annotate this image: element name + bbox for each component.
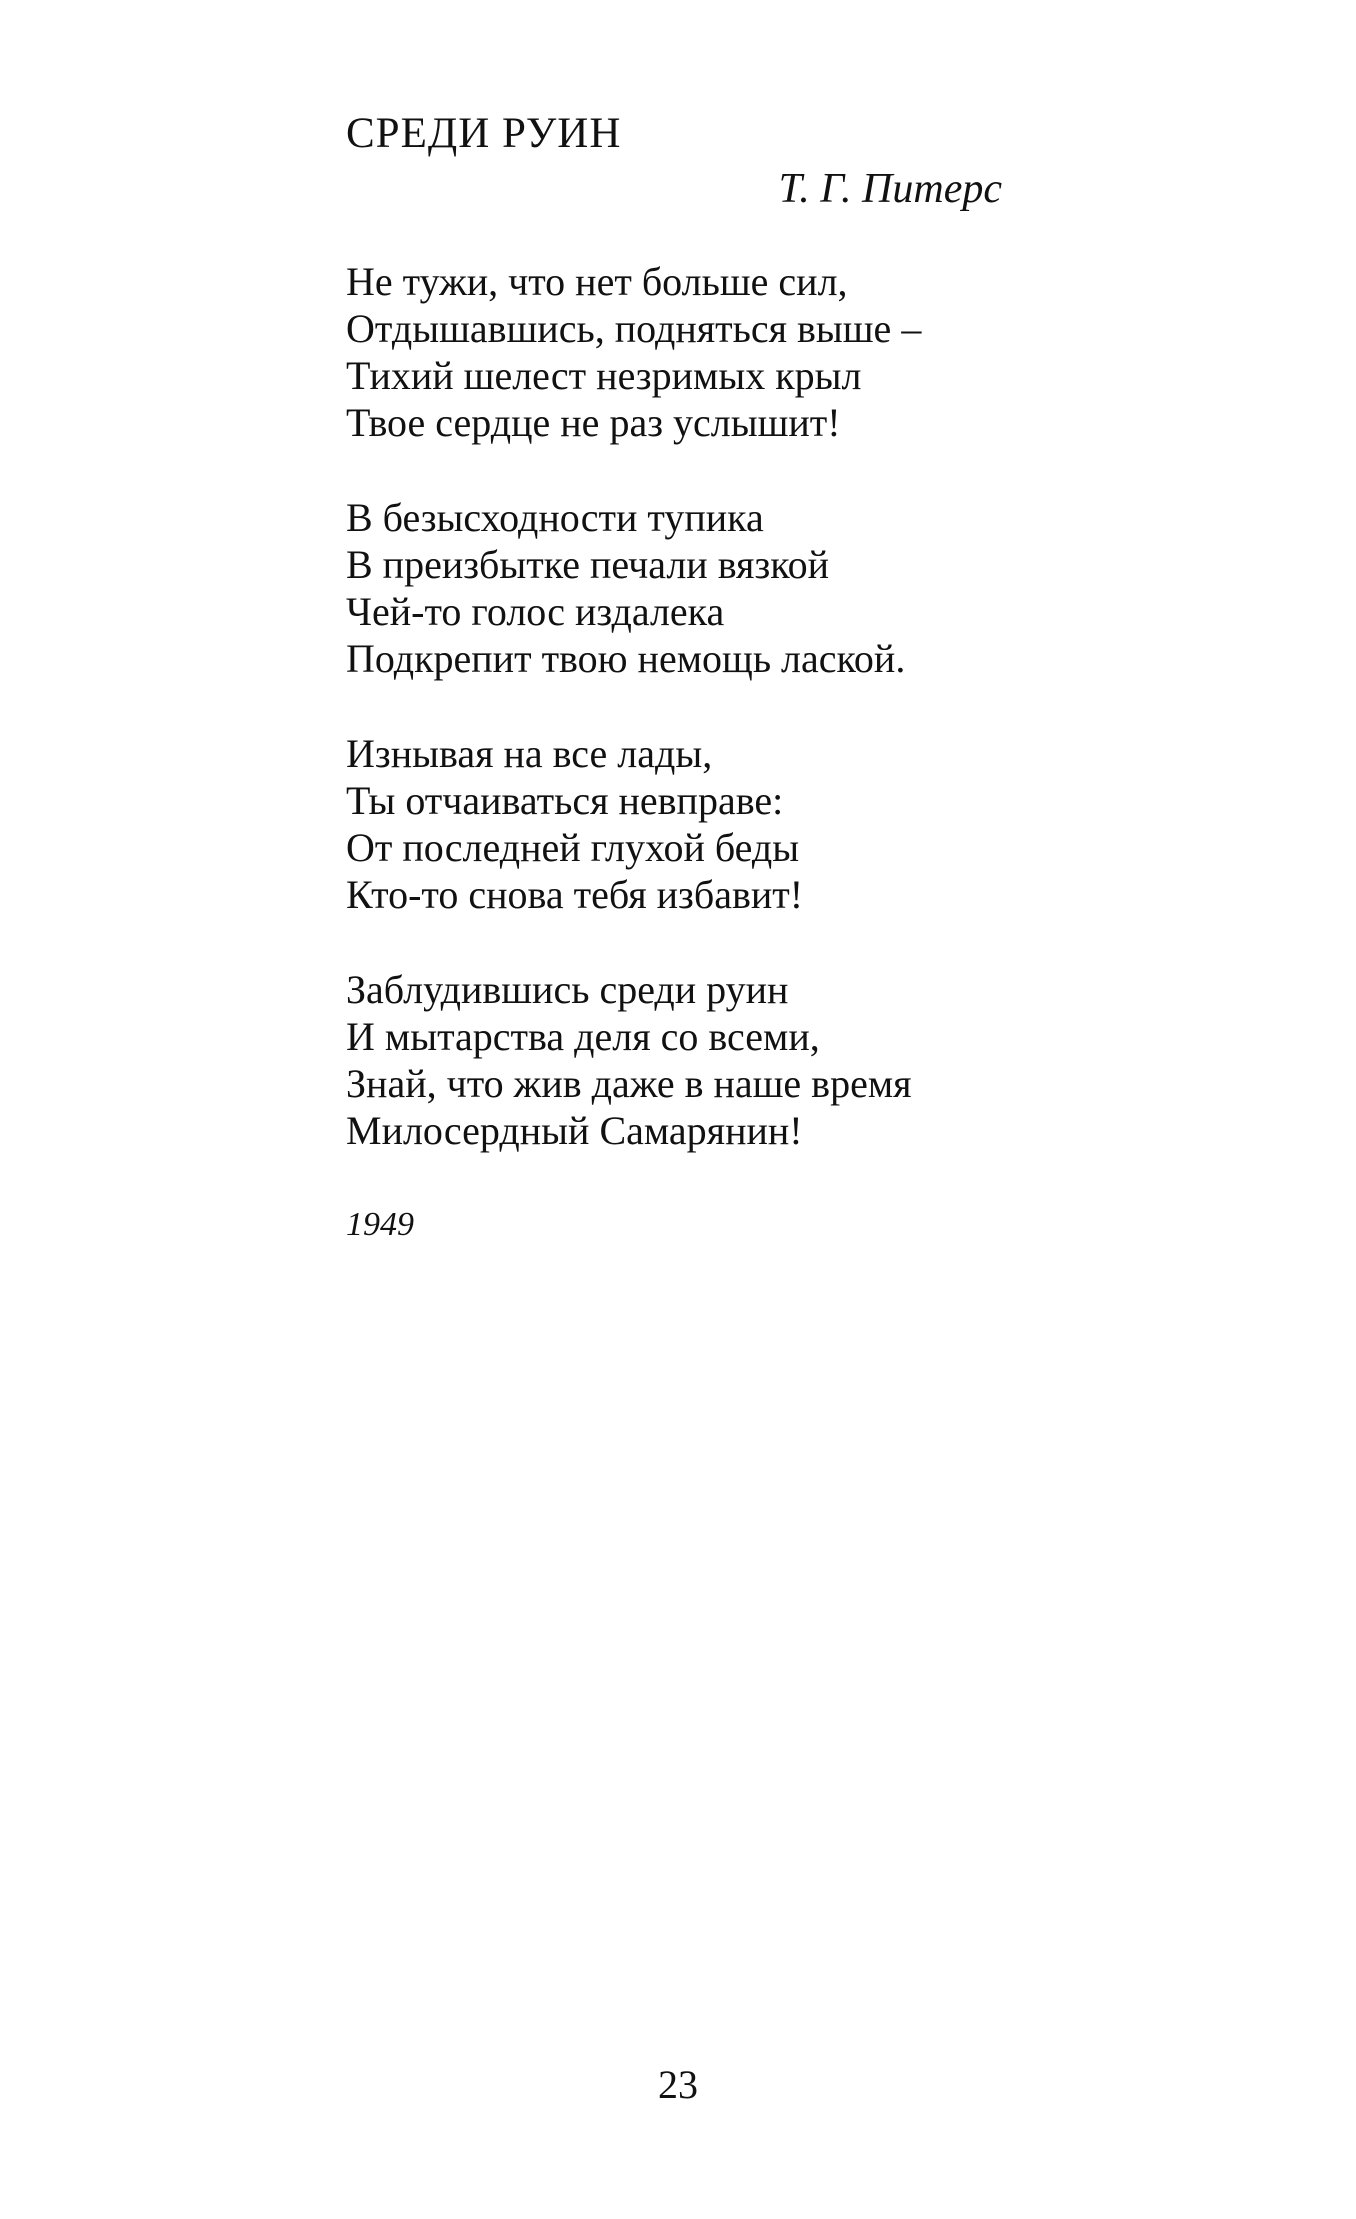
poem-line: Отдышавшись, подняться выше –	[346, 306, 922, 351]
poem-line: Изнывая на все лады,	[346, 731, 713, 776]
poem-title: СРЕДИ РУИН	[346, 110, 622, 157]
poem-line: Чей-то голос издалека	[346, 589, 725, 634]
poem-line: Знай, что жив даже в наше время	[346, 1061, 912, 1106]
poem-line: Заблудившись среди руин	[346, 967, 789, 1012]
page-number: 23	[658, 2062, 698, 2107]
poem-year: 1949	[346, 1206, 414, 1243]
stanza-3	[346, 730, 803, 918]
stanza-4	[346, 966, 912, 1154]
poem-line: От последней глухой беды	[346, 825, 800, 870]
poem-line: Милосердный Самарянин!	[346, 1108, 803, 1153]
poem-line: И мытарства деля со всеми,	[346, 1014, 820, 1059]
poem-line: Твое сердце не раз услышит!	[346, 400, 841, 445]
poem-line: Тихий шелест незримых крыл	[346, 353, 862, 398]
poem-author: Т. Г. Питерс	[778, 166, 1002, 212]
poem-line: Не тужи, что нет больше сил,	[346, 259, 848, 304]
stanza-1	[346, 258, 921, 446]
poem-line: Ты отчаиваться невправе:	[346, 778, 784, 823]
poem-line: Кто-то снова тебя избавит!	[346, 872, 804, 917]
stanza-2	[346, 494, 905, 682]
poem-line: В преизбытке печали вязкой	[346, 542, 830, 587]
poem-line: Подкрепит твою немощь лаской.	[346, 636, 906, 681]
poem-line: В безысходности тупика	[346, 495, 764, 540]
